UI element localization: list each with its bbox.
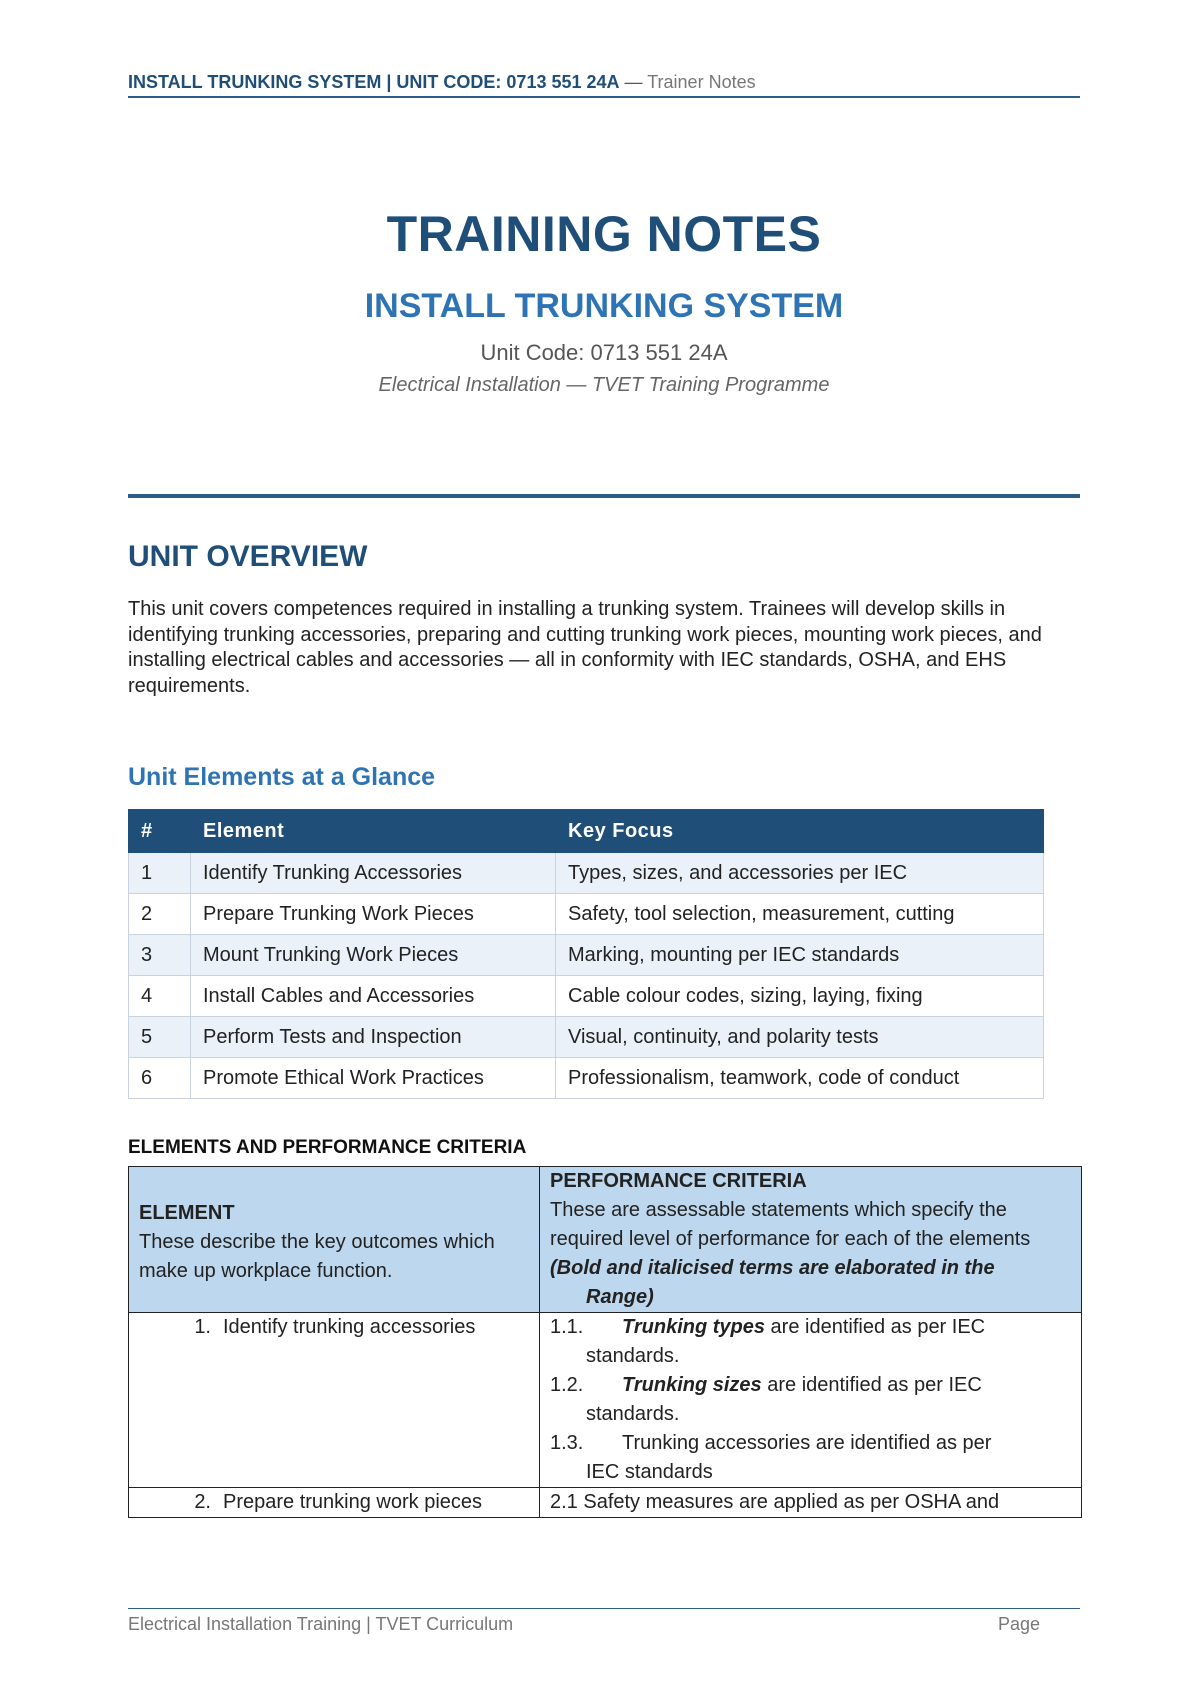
- row-number: 3: [129, 935, 191, 976]
- criteria-header-note: (Bold and italicised terms are elaborated in the: [550, 1257, 995, 1279]
- title-divider: [128, 494, 1080, 498]
- table-row: [129, 1488, 1082, 1518]
- criterion-text: are identified as per IEC: [761, 1374, 982, 1396]
- unit-code-line: Unit Code: 0713 551 24A: [480, 340, 728, 365]
- criteria-header-desc: These are assessable statements which specify the required level of performance for each of the elements: [550, 1199, 1031, 1250]
- element-header-cell: [129, 1167, 540, 1313]
- element-text: Prepare trunking work pieces: [223, 1491, 483, 1513]
- element-cell: [129, 1488, 540, 1518]
- row-element: Install Cables and Accessories: [191, 976, 556, 1017]
- header-unit-name: INSTALL TRUNKING SYSTEM: [128, 72, 382, 92]
- row-focus: Cable colour codes, sizing, laying, fixing: [556, 976, 1044, 1017]
- header-trainer-notes: Trainer Notes: [647, 72, 756, 92]
- element-header-desc: These describe the key outcomes which make up workplace function.: [139, 1231, 495, 1282]
- overview-heading: UNIT OVERVIEW: [128, 540, 368, 573]
- criterion-item: [550, 1371, 1071, 1429]
- footer-rule: [128, 1608, 1080, 1609]
- running-header: [128, 70, 1080, 94]
- table-row: [129, 935, 1044, 976]
- performance-criteria-table: [128, 1166, 1082, 1518]
- criterion-number: 1.1.: [550, 1316, 584, 1338]
- header-unit-code: UNIT CODE: 0713 551 24A: [396, 72, 620, 92]
- criterion-text: Trunking accessories are identified as per: [622, 1432, 992, 1454]
- range-term: Trunking types: [622, 1316, 765, 1338]
- row-number: 4: [129, 976, 191, 1017]
- criterion-continuation: IEC standards: [586, 1461, 713, 1483]
- criterion-number: 1.3.: [550, 1432, 584, 1454]
- element-text: Identify trunking accessories: [223, 1316, 476, 1338]
- criterion-continuation: standards.: [586, 1403, 680, 1425]
- footer-left-text: Electrical Installation Training | TVET Curriculum: [128, 1614, 514, 1634]
- criteria-cell: [540, 1313, 1082, 1488]
- table-row: [129, 1017, 1044, 1058]
- criterion-text: 2.1 Safety measures are applied as per OSHA and: [550, 1491, 1000, 1513]
- footer-page-label: Page: [997, 1614, 1040, 1634]
- column-header: Element: [191, 810, 556, 853]
- programme-line: Electrical Installation — TVET Training Programme: [378, 374, 830, 396]
- row-number: 2: [129, 894, 191, 935]
- row-element: Prepare Trunking Work Pieces: [191, 894, 556, 935]
- table-row: [129, 894, 1044, 935]
- row-element: Perform Tests and Inspection: [191, 1017, 556, 1058]
- page-title: TRAINING NOTES: [386, 206, 822, 262]
- element-header-title: ELEMENT: [139, 1202, 235, 1224]
- header-separator: |: [386, 72, 392, 92]
- column-header: #: [129, 810, 191, 853]
- row-focus: Safety, tool selection, measurement, cutting: [556, 894, 1044, 935]
- table-row: [129, 853, 1044, 894]
- criterion-item: [550, 1313, 1071, 1371]
- row-number: 6: [129, 1058, 191, 1099]
- page-subtitle: INSTALL TRUNKING SYSTEM: [364, 287, 844, 325]
- element-number: 2.: [194, 1491, 211, 1513]
- criterion-number: 1.2.: [550, 1374, 584, 1396]
- table-row: [129, 1058, 1044, 1099]
- row-focus: Visual, continuity, and polarity tests: [556, 1017, 1044, 1058]
- performance-criteria-heading: ELEMENTS AND PERFORMANCE CRITERIA: [128, 1137, 527, 1158]
- element-cell: [129, 1313, 540, 1488]
- row-number: 5: [129, 1017, 191, 1058]
- table-header-row: [129, 810, 1044, 853]
- table-header-row: [129, 1167, 1082, 1313]
- criterion-text: are identified as per IEC: [765, 1316, 986, 1338]
- row-focus: Professionalism, teamwork, code of conduct: [556, 1058, 1044, 1099]
- table-row: [129, 976, 1044, 1017]
- row-element: Promote Ethical Work Practices: [191, 1058, 556, 1099]
- criterion-continuation: standards.: [586, 1345, 680, 1367]
- row-element: Mount Trunking Work Pieces: [191, 935, 556, 976]
- range-term: Trunking sizes: [622, 1374, 762, 1396]
- criterion-item: [550, 1429, 1071, 1487]
- row-number: 1: [129, 853, 191, 894]
- criteria-header-title: PERFORMANCE CRITERIA: [550, 1170, 807, 1192]
- criteria-header-note-cont: Range): [586, 1286, 654, 1308]
- element-number: 1.: [194, 1316, 211, 1338]
- table-row: [129, 1313, 1082, 1488]
- criteria-cell: [540, 1488, 1082, 1518]
- overview-paragraph: This unit covers competences required in installing a trunking system. Trainees will develop skills in identifying trunking accessories, preparing and cutting trunking work pieces, mounting work pieces, and installing electrical cables and accessories — all in conformity with IEC standards, OSHA, and EHS requirements.: [128, 598, 1042, 697]
- header-rule: [128, 96, 1080, 98]
- header-dash: —: [624, 72, 643, 92]
- row-element: Identify Trunking Accessories: [191, 853, 556, 894]
- criteria-header-cell: [540, 1167, 1082, 1313]
- glance-heading: Unit Elements at a Glance: [128, 763, 436, 791]
- row-focus: Marking, mounting per IEC standards: [556, 935, 1044, 976]
- column-header: Key Focus: [556, 810, 1044, 853]
- elements-glance-table: [128, 809, 1044, 1099]
- row-focus: Types, sizes, and accessories per IEC: [556, 853, 1044, 894]
